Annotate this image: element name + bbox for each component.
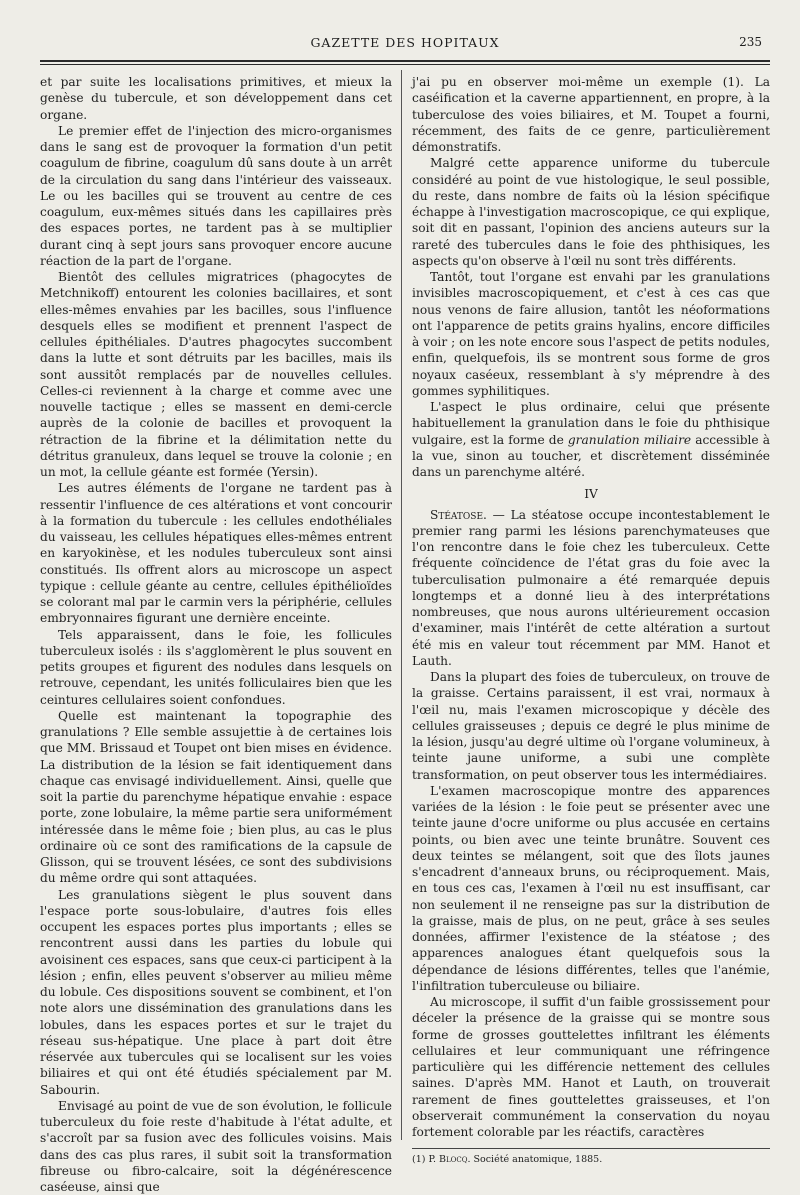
paragraph: Au microscope, il suffit d'un faible grossissement pour déceler la présence de la graisse qui se montre sous forme de grosses gouttelettes infiltrant les éléments cellulaires et leur communiquant une réfringence particulière qui les différencie nettement des cellules saines. D'après MM. Hanot et Lauth, on trouverait rarement de fines gouttelettes graisseuses, et l'on observerait communément la conservation du noyau fortement colorable par les réactifs, caractères [412,995,770,1139]
text-run: — La stéatose occupe incontestablement le premier rang parmi les lésions parenchymateuses que l'on rencontre dans le foie chez les tuberculeux. Cette fréquente coïncidence de l'état gras du foie avec la tuberculisation pulmonaire a été remarquée depuis longtemps et a donné lieu à des interprétations nombreuses, que nous aurons ultérieurement occasion d'examiner, mais l'intérêt de cette altération a surtout été mis en valeur tout récemment par MM. Hanot et Lauth. [412,507,770,668]
footnote-rule [412,1148,770,1149]
page-header [40,33,770,57]
paragraph: Malgré cette apparence uniforme du tubercule considéré au point de vue histologique, le seul possible, du reste, dans nombre de faits où la lésion spécifique échappe à l'investigation macroscopique, ce qui explique, soit dit en passant, l'opinion des anciens auteurs sur la rareté des tubercules dans le foie des phthisiques, les aspects qu'on observe à l'œil nu sont très différents. [412,156,770,268]
text-run: accessible à la vue, sinon au toucher, et discrètement disséminée dans un parenchyme altéré. [412,432,770,479]
text-run: L'aspect le plus ordinaire, celui que présente habituellement la granulation dans le foie du phthisique vulgaire, est la forme de [412,400,770,447]
paragraph: et par suite les localisations primitives, et mieux la genèse du tubercule, et son développement dans cet organe. [40,75,392,122]
paragraph [412,507,770,670]
paragraph: Les granulations siègent le plus souvent dans l'espace porte sous-lobulaire, d'autres fois elles occupent les espaces portes plus importants ; elles se rencontrent aussi dans les parties du lobule qui avoisinent ces espaces, sans que ceux-ci participent à la lésion ; enfin, elles peuvent s'observer au milieu même du lobule. Ces dispositions souvent se combinent, et l'on note alors une dissémination des granulations dans les lobules, dans les espaces portes et sur le trajet du réseau sus-hépatique. Une place à part doit être réservée aux tubercules qui se localisent sur les voies biliaires et qui ont été étudiés spécialement par M. Sabourin. [40,887,392,1097]
header-rule-thick [40,60,770,62]
paragraph: Le premier effet de l'injection des micro-organismes dans le sang est de provoquer la formation d'un petit coagulum de fibrine, coagulum dû sans doute à un arrêt de la circulation du sang dans l'intérieur des vaisseaux. Le ou les bacilles qui se trouvent au centre de ces coagulum, eux-mêmes situés dans les capillaires près des espaces portes, ne tardent pas à se multiplier durant cinq à sept jours sans provoquer encore aucune réaction de la part de l'organe. [40,123,392,268]
emphasis-text: granulation miliaire [567,432,692,447]
paragraph: j'ai pu en observer moi-même un exemple (1). La caséification et la caverne appartiennent, en propre, à la tuberculose des voies biliaires, et M. Toupet a fourni, récemment, des faits de ce genre, particulièrement démonstratifs. [412,75,770,154]
paragraph: Envisagé au point de vue de son évolution, le follicule tuberculeux du foie reste d'habitude à l'état adulte, et s'accroît par sa fusion avec des follicules voisins. Mais dans des cas plus rares, il subit soit la transformation fibreuse ou fibro-calcaire, soit la dégénérescence caséeuse, ainsi que [40,1098,392,1194]
footnote-marker: (1) P. [412,1154,439,1166]
footnote-author: Blocq [438,1154,468,1166]
paragraph: Dans la plupart des foies de tuberculeux, on trouve de la graisse. Certains paraissent, il est vrai, normaux à l'œil nu, mais l'examen microscopique y décèle des cellules graisseuses ; depuis ce degré le plus minime de la lésion, jusqu'au degré ultime où l'organe volumineux, à teinte jaune uniforme, a subi une complète transformation, on peut observer tous les intermédiaires. [412,670,770,782]
section-numeral: IV [584,487,598,502]
paragraph: Tels apparaissent, dans le foie, les follicules tuberculeux isolés : ils s'agglomèrent le plus souvent en petits groupes et figurent des nodules dans lesquels on retrouve, cependant, les unités folliculaires bien que les ceintures cellulaires soient confondues. [40,627,392,707]
paragraph [412,399,770,480]
right-column [412,74,770,1166]
running-title: GAZETTE DES HOPITAUX [310,35,500,50]
paragraph: Tantôt, tout l'organe est envahi par les granulations invisibles macroscopiquement, et c'est à ces cas que nous venons de faire allusion, tantôt les néoformations ont l'apparence de petits grains hyalins, encore difficiles à voir ; on les note encore sous l'aspect de petits nodules, enfin, quelquefois, ils se montrent sous forme de gros noyaux caséeux, ressemblant à s'y méprendre à des gommes syphilitiques. [412,270,770,398]
header-rule-thin [40,64,770,65]
paragraph: Bientôt des cellules migratrices (phagocytes de Metchnikoff) entourent les colonies bacillaires, et sont elles-mêmes envahies par les bacilles, sous l'influence desquels elles se modifient et prennent l'aspect de cellules épithéliales. D'autres phagocytes succombent dans la lutte et sont détruits par les bacilles, mais ils sont aussitôt remplacés par de nouvelles cellules. Celles-ci reviennent à la charge et comme avec une nouvelle tactique ; elles se massent en demi-cercle auprès de la colonie de bacilles et provoquent la rétraction de la fibrine et la délimitation nette du détritus granuleux, dans lequel se trouve la colonie ; en un mot, la cellule géante est formée (Yersin). [40,270,392,479]
column-divider [401,70,402,1140]
section-heading: Stéatose. [430,507,487,522]
paragraph: Quelle est maintenant la topographie des granulations ? Elle semble assujettie à de certaines lois que MM. Brissaud et Toupet ont bien mises en évidence. La distribution de la lésion se fait identiquement dans chaque cas envisagé individuellement. Ainsi, quelle que soit la partie du parenchyme hépatique envahie : espace porte, zone lobulaire, la même partie sera uniformément intéressée dans le même foie ; bien plus, au cas le plus ordinaire où ce sont des ramifications de la capsule de Glisson, qui se trouvent lésées, ce sont des subdivisions du même ordre qui sont attaquées. [40,708,392,886]
footnote-text: . Société anatomique, 1885. [467,1154,603,1166]
left-column [40,74,392,1194]
footnote [412,1153,770,1166]
paragraph: Les autres éléments de l'organe ne tardent pas à ressentir l'influence de ces altérations et vont concourir à la formation du tubercule : les cellules endothéliales du vaisseau, les cellules hépatiques elles-mêmes entrent en karyokinèse, et les nodules tuberculeux sont ainsi constitués. Ils offrent alors au microscope un aspect typique : cellule géante au centre, cellules épithélioïdes se colorant mal par le carmin vers la périphérie, cellules embryonnaires figurant une dernière enceinte. [40,481,392,626]
paragraph: L'examen macroscopique montre des apparences variées de la lésion : le foie peut se présenter avec une teinte jaune d'ocre uniforme ou plus accusée en certains points, ou bien avec une teinte brunâtre. Souvent ces deux teintes se mélangent, soit que des îlots jaunes s'encadrent d'anneaux bruns, ou réciproquement. Mais, en tous ces cas, l'examen à l'œil nu est insuffisant, car non seulement il ne renseigne pas sur la distribution de la graisse, mais de plus, on ne peut, grâce à ses seules données, affirmer l'existence de la stéatose ; des apparences analogues étant quelquefois sous la dépendance de lésions différentes, telles que l'anémie, l'infiltration tuberculeuse ou biliaire. [412,783,770,993]
page-number: 235 [739,35,762,49]
